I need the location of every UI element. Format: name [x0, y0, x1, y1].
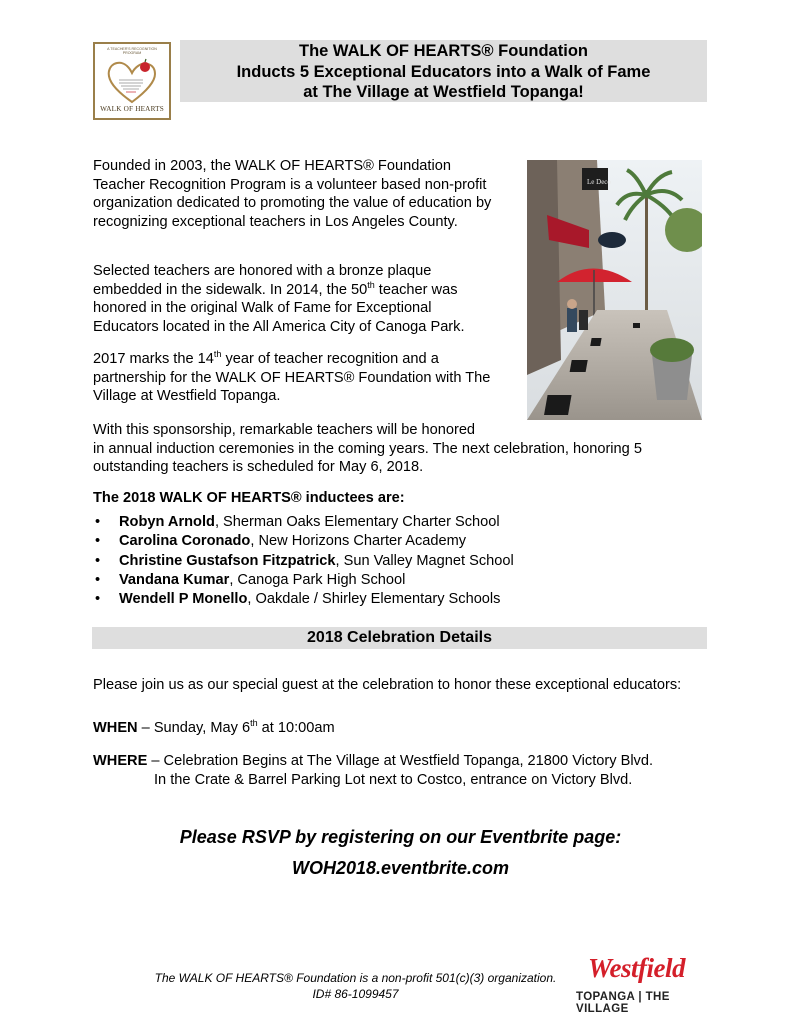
- p3-text-a: 2017 marks the 14: [93, 351, 214, 367]
- inductee-name: Wendell P Monello: [119, 591, 248, 608]
- westfield-logo: [576, 953, 706, 1013]
- title-line-1: The WALK OF HEARTS® Foundation: [299, 42, 588, 60]
- walk-of-hearts-logo: [93, 42, 171, 120]
- intro-paragraph-4: [93, 421, 713, 477]
- inductee-item: [93, 571, 514, 590]
- rsvp-line-1: Please RSVP by registering on our Eventbrite page:: [179, 827, 622, 847]
- heart-apple-icon: [95, 50, 169, 112]
- when-text-b: at 10:00am: [257, 720, 335, 736]
- intro-paragraph-3: [93, 350, 501, 406]
- celebration-heading: 2018 Celebration Details: [92, 627, 707, 649]
- where-line-2: In the Crate & Barrel Parking Lot next to Costco, entrance on Victory Blvd.: [154, 771, 633, 788]
- inductee-item: [93, 590, 514, 609]
- bullet-icon: •: [95, 533, 101, 550]
- inductees-heading: The 2018 WALK OF HEARTS® inductees are:: [93, 490, 405, 506]
- inductee-item: [93, 552, 514, 571]
- intro-paragraph-2: [93, 262, 501, 336]
- footer-line-2: ID# 86-1099457: [312, 987, 399, 1001]
- p4-rest: in annual induction ceremonies in the coming years. The next celebration, honoring 5 outstanding teachers is scheduled for May 6, 2018.: [93, 440, 642, 476]
- p2-text-b: teacher was honored in the original Walk of Fame for Exceptional Educators located in the All America City of Canoga Park.: [93, 281, 465, 335]
- title-line-2: Inducts 5 Exceptional Educators into a Walk of Fame: [236, 62, 651, 81]
- inductee-school: , Oakdale / Shirley Elementary Schools: [247, 591, 501, 608]
- footer: [93, 970, 618, 1002]
- footer-line-1: The WALK OF HEARTS® Foundation is a non-profit 501(c)(3) organization.: [154, 971, 557, 985]
- bullet-icon: •: [95, 514, 101, 530]
- bullet-icon: •: [95, 571, 101, 588]
- when-text-a: – Sunday, May 6: [137, 720, 251, 736]
- inductee-school: , Canoga Park High School: [229, 571, 406, 588]
- p3-sup: th: [213, 349, 222, 360]
- inductee-name: Carolina Coronado: [119, 533, 251, 550]
- inductee-school: , New Horizons Charter Academy: [250, 533, 467, 550]
- inductee-name: Christine Gustafson Fitzpatrick: [119, 552, 336, 569]
- p2-sup: th: [367, 279, 375, 290]
- bullet-icon: •: [95, 552, 101, 569]
- inductee-item: [93, 513, 514, 532]
- where-label: WHERE: [93, 753, 148, 769]
- inductee-item: [93, 532, 514, 551]
- walk-of-fame-photo: [527, 160, 702, 420]
- inductee-school: , Sherman Oaks Elementary Charter School: [214, 514, 500, 530]
- when-label: WHEN: [93, 720, 138, 736]
- westfield-subtitle: TOPANGA | THE VILLAGE: [576, 991, 670, 1015]
- rsvp-block: [93, 822, 708, 884]
- title-line-3: at The Village at Westfield Topanga!: [303, 83, 584, 101]
- p2-text-a: Selected teachers are honored with a bronze plaque embedded in the sidewalk. In 2014, the 50: [93, 263, 432, 298]
- inductee-name: Robyn Arnold: [119, 514, 215, 530]
- inductee-name: Vandana Kumar: [119, 571, 230, 588]
- logo-tagline: A TEACHER'S RECOGNITION PROGRAM: [107, 47, 157, 55]
- where-line-1: [93, 752, 713, 771]
- when-line: [93, 719, 713, 738]
- celebration-invite: Please join us as our special guest at the celebration to honor these exceptional educators:: [93, 677, 682, 693]
- bullet-icon: •: [95, 591, 101, 608]
- when-sup: th: [250, 718, 258, 729]
- inductee-list: [93, 513, 514, 609]
- inductee-school: , Sun Valley Magnet School: [335, 552, 514, 569]
- where-block: [93, 752, 713, 789]
- westfield-brand: Westfield: [588, 953, 685, 983]
- p3-text-b: year of teacher recognition and a partnership for the WALK OF HEARTS® Foundation with The Village at Westfield Topanga.: [93, 351, 491, 405]
- p4-line-1: With this sponsorship, remarkable teachers will be honored: [93, 422, 476, 438]
- intro-paragraph-1: Founded in 2003, the WALK OF HEARTS® Foundation Teacher Recognition Program is a volunteer based non-profit organization dedicated to promoting the value of education by recognizing exceptional teachers in Los Angeles County.: [93, 158, 492, 230]
- page-title: [180, 40, 707, 102]
- where-text-1: – Celebration Begins at The Village at Westfield Topanga, 21800 Victory Blvd.: [147, 753, 654, 769]
- rsvp-link[interactable]: WOH2018.eventbrite.com: [291, 858, 510, 878]
- shop-sign-text: Le Deco: [587, 178, 611, 186]
- logo-name: WALK OF HEARTS: [100, 105, 164, 113]
- street-scene-illustration: [527, 160, 702, 420]
